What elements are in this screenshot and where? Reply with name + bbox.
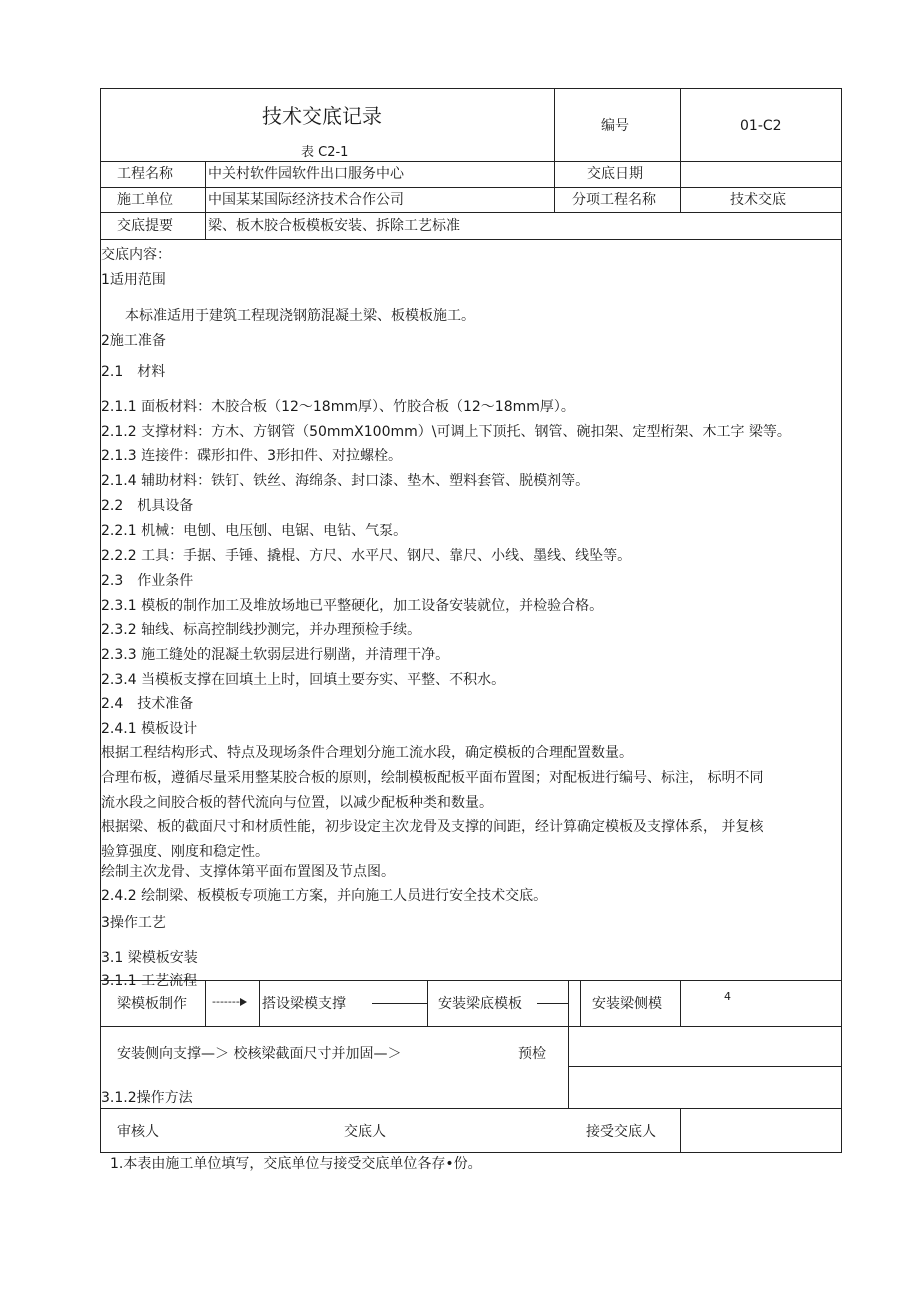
row-divider	[568, 1066, 842, 1067]
subsection-heading: 2.4 技术准备	[101, 696, 194, 712]
sub-project-label: 分项工程名称	[572, 192, 656, 208]
flow-connector	[372, 1003, 427, 1004]
discloser-label: 交底人	[344, 1124, 386, 1140]
sub-project-value: 技术交底	[730, 192, 786, 208]
paragraph: 验算强度、刚度和稳定性。	[101, 844, 269, 860]
code-value: 01-C2	[740, 118, 782, 134]
flow-step-4: 安装梁侧模	[592, 996, 662, 1012]
list-item: 2.3.3 施工缝处的混凝土软弱层进行剔凿，并清理干净。	[101, 647, 450, 663]
col-divider	[205, 161, 206, 239]
content-heading: 交底内容：	[101, 247, 171, 263]
section-heading: 1适用范围	[101, 272, 166, 288]
flow-step-3: 安装梁底模板	[438, 996, 522, 1012]
list-item: 2.4.2 绘制梁、板模板专项施工方案，并向施工人员进行安全技术交底。	[101, 888, 548, 904]
paragraph: 绘制主次龙骨、支撑体第平面布置图及节点图。	[101, 864, 395, 880]
arrow-right-icon	[240, 998, 247, 1006]
page-number: 4	[724, 990, 731, 1003]
list-item: 3.1.1 工艺流程	[101, 973, 198, 989]
subsection-heading: 2.1 材料	[101, 364, 166, 380]
flow-step-2: 搭设梁模支撑	[262, 996, 346, 1012]
list-item: 2.1.3 连接件：碟形扣件、3形扣件、对拉螺栓。	[101, 448, 402, 464]
table-border-top	[100, 88, 842, 89]
summary-label: 交底提要	[117, 218, 173, 234]
row-divider	[100, 980, 842, 981]
footnote: 1.本表由施工单位填写，交底单位与接受交底单位各存•份。	[110, 1156, 482, 1172]
table-border-right	[841, 88, 842, 1152]
col-divider	[580, 980, 581, 1026]
list-item: 2.1.4 辅助材料：铁钉、铁丝、海绵条、封口漆、垫木、塑料套管、脱模剂等。	[101, 473, 590, 489]
paragraph: 根据工程结构形式、特点及现场条件合理划分施工流水段，确定模板的合理配置数量。	[101, 745, 633, 761]
list-item: 2.1.2 支撑材料：方木、方钢管（50mmX100mm）\可调上下顶托、钢管、碗扣架、定型桁架、木工字 梁等。	[101, 424, 791, 440]
row-divider	[100, 212, 842, 213]
flow-row-2-end: 预检	[518, 1046, 546, 1062]
list-item: 2.1.1 面板材料：木胶合板（12～18mm厚）、竹胶合板（12～18mm厚）。	[101, 399, 575, 415]
section-heading: 2施工准备	[101, 333, 166, 349]
row-divider	[100, 1108, 842, 1109]
col-divider	[680, 88, 681, 212]
subsection-heading: 2.3 作业条件	[101, 573, 194, 589]
flow-connector	[537, 1003, 568, 1004]
row-divider	[100, 1026, 842, 1027]
col-divider	[680, 1108, 681, 1152]
row-divider	[100, 161, 842, 162]
clipped-line	[101, 973, 401, 989]
list-item: 2.3.2 轴线、标高控制线抄测完，并办理预检手续。	[101, 622, 422, 638]
row-divider	[100, 239, 842, 240]
list-item: 2.3.1 模板的制作加工及堆放场地已平整硬化，加工设备安装就位，并检验合格。	[101, 598, 604, 614]
paragraph: 合理布板，遵循尽量采用整某胶合板的原则，绘制模板配板平面布置图；对配板进行编号、标注， 标明不同	[101, 770, 764, 786]
unit-value: 中国某某国际经济技术合作公司	[208, 192, 404, 208]
table-border-bottom	[100, 1152, 842, 1153]
row-divider	[100, 187, 842, 188]
operation-method-heading: 3.1.2操作方法	[101, 1090, 193, 1106]
date-label: 交底日期	[587, 166, 643, 182]
paragraph: 根据梁、板的截面尺寸和材质性能，初步设定主次龙骨及支撑的间距，经计算确定模板及支撑体系， 并复核	[101, 819, 764, 835]
col-divider	[427, 980, 428, 1026]
paragraph: 流水段之间胶合板的替代流向与位置，以减少配板种类和数量。	[101, 795, 493, 811]
summary-value: 梁、板木胶合板模板安装、拆除工艺标准	[208, 218, 460, 234]
flow-row-2: 安装侧向支撑—＞ 校核梁截面尺寸并加固—＞	[117, 1046, 402, 1062]
subsection-heading: 2.2 机具设备	[101, 498, 194, 514]
reviewer-label: 审核人	[117, 1124, 159, 1140]
col-divider	[568, 980, 569, 1108]
section-heading: 3操作工艺	[101, 915, 166, 931]
flow-step-1: 梁模板制作	[117, 996, 187, 1012]
col-divider	[259, 980, 260, 1026]
project-name-label: 工程名称	[117, 166, 173, 182]
col-divider	[680, 980, 681, 1026]
subsection-heading: 3.1 梁模板安装	[101, 950, 198, 966]
col-divider	[554, 88, 555, 212]
list-item: 2.4.1 模板设计	[101, 721, 198, 737]
code-label: 编号	[601, 118, 629, 134]
col-divider	[205, 980, 206, 1026]
receiver-label: 接受交底人	[586, 1124, 656, 1140]
project-name-value: 中关村软件园软件出口服务中心	[208, 166, 404, 182]
unit-label: 施工单位	[117, 192, 173, 208]
paragraph: 本标准适用于建筑工程现浇钢筋混凝土梁、板模板施工。	[125, 308, 475, 324]
list-item: 2.2.1 机械：电刨、电压刨、电锯、电钻、气泵。	[101, 523, 408, 539]
list-item: 2.3.4 当模板支撑在回填土上时，回填土要夯实、平整、不积水。	[101, 672, 506, 688]
page-title: 技术交底记录	[262, 104, 382, 128]
flow-arrow	[212, 996, 247, 1007]
list-item: 2.2.2 工具：手据、手锤、撬棍、方尺、水平尺、钢尺、靠尺、小线、墨线、线坠等。	[101, 548, 632, 564]
flow-arrow-dashes: -------	[212, 995, 240, 1008]
form-number: 表 C2-1	[301, 145, 349, 160]
